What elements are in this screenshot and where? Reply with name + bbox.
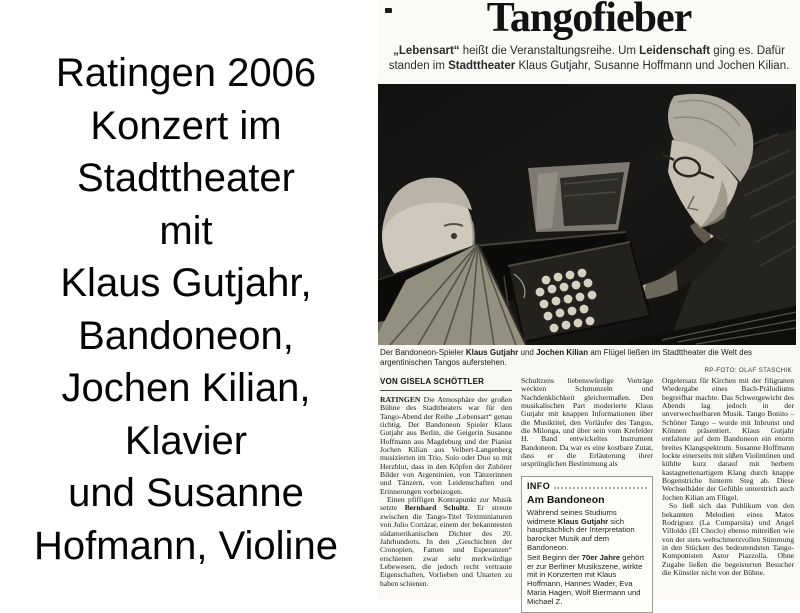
info-box-header xyxy=(527,481,647,491)
paragraph: So ließ sich das Publikum von den bekannten Melodien eines Matos Rodriguez (La Cumparsita) und Angel Villoldo (El Choclo) ebenso mitreißen wie von der stets weltschmerzvollen Stimmung in den Stücken des bedeutendsten Tango-Komponisten Astor Piazzolla. Ohne Zugabe ließen die begeisterten Besucher die Künstler nicht von der Bühne. xyxy=(662,501,794,577)
article-subhead xyxy=(378,44,800,73)
photo-credit: RP-FOTO: OLAF STASCHIK xyxy=(704,367,792,374)
paragraph: Orgelersatz für Kirchen mit der filigranen Wiedergabe eines Bach-Präludiums begreifbar machte. Das Schwergewicht des Abends lag jedoch in der unverwechselbaren Musik. Tango Bonito – Schöner Tango – wurde mit Inbrunst und Können präsentiert. Klaus Gutjahr entfaltete auf dem Bandoneon ein enorm breites Klangspektrum. Susanne Hoffmann lockte einerseits mit süßen Violintönen und kühlte kurz darauf mit herbem kastagnettenartigem Klang durch knappe Bogenstriche hinterm Steg ab. Diese Wechselbäder der Gefühle unterstrich auch Jochen Kilian am Flügel. xyxy=(662,376,794,502)
article-photo xyxy=(378,84,796,345)
caption-line: Jochen Kilian, xyxy=(61,366,311,410)
info-box-title: Am Bandoneon xyxy=(527,493,605,506)
info-dotted-rule xyxy=(554,483,647,489)
paragraph: Schultzens liebenswürdige Vorträge weckten Schmunzeln und Nachdenklichkeit gleichermaßen. Den musikalischen Part moderierte Klaus Gutjahr mit knappen Informationen über die Musiktitel, den Vorläufer des Tangos, die Milonga, und über sein vom Krefelder H. Band entwickeltes Instrument Bandoneon. Da war es eine kostbare Zutat, dass er die Erläuterung ihrer ursprünglichen Bestimmung als xyxy=(521,376,653,469)
paragraph: RATINGEN Die Atmosphäre der großen Bühne des Stadttheaters war für den Tango-Abend der Reihe „Lebensart“ genau richtig. Der Bandoneon Spieler Klaus Gutjahr aus Berlin, die Geigerin Susanne Hoffmann aus Magdeburg und der Pianist Jochen Kilian aus Velbert-Langenberg musizierten im Trio, Solo oder Duo so mit Herzblut, dass in den Köpfen der Zuhörer Bilder von Argentinien, von Tänzerinnen und Tänzern, von Leidenschaften und Erinnerungen vorbeizogen. xyxy=(380,395,512,496)
info-paragraph: Während seines Studiums widmete Klaus Gutjahr sich hauptsächlich der Interpretation barocker Musik auf dem Bandoneon. xyxy=(527,507,635,552)
caption-line: Klavier xyxy=(124,418,248,463)
photo-caption: Der Bandoneon-Spieler Klaus Gutjahr und Jochen Kilian am Flügel ließen im Stadttheater die Welt des argentinischen Tangos auferstehen. xyxy=(380,348,753,367)
stage-photo-illustration xyxy=(378,84,796,345)
byline: VON GISELA SCHÖTTLER xyxy=(380,377,512,391)
caption-line: Stadttheater xyxy=(77,156,295,200)
caption-line: und Susanne xyxy=(68,471,304,515)
caption-line: Bandoneon, xyxy=(78,313,294,358)
caption-line: Klaus Gutjahr, xyxy=(60,261,312,305)
article-column-2 xyxy=(521,377,653,613)
article-column-3 xyxy=(662,377,794,613)
caption-line: Hofmann, Violine xyxy=(34,523,338,568)
subhead-line: standen im Stadttheater Klaus Gutjahr, Susanne Hoffmann und Jochen Kilian. xyxy=(388,59,790,72)
piano-music-stand xyxy=(528,162,630,232)
article-headline: Tangofieber xyxy=(486,0,692,41)
photo-album-caption xyxy=(0,47,372,572)
caption-line: mit xyxy=(159,208,213,253)
newspaper-clipping xyxy=(378,0,800,606)
caption-line: Ratingen 2006 xyxy=(55,51,317,95)
caption-line: Konzert im xyxy=(90,103,282,148)
paragraph: Einen pfiffigen Kontrapunkt zur Musik setzte Bernhard Schultz. Er streute zwischen die Tango-Titel Textminiaturen von Julio Cortázar, einem der bekanntesten südamerikanischen Dichter des 20. Jahrhunderts. In den „Geschichten der Cronopien, Famen und Esperanzen“ erschienen zwar sehr merkwürdige Lebewesen, die jedoch recht vertraute Eigenschaften, Vorlieben und Unarten zu haben schienen. xyxy=(380,495,513,588)
article-body xyxy=(380,377,794,613)
article-column-1 xyxy=(380,377,512,613)
subhead-line: „Lebensart“ heißt die Veranstaltungsreihe. Um Leidenschaft ging es. Dafür xyxy=(393,45,785,57)
info-label: INFO xyxy=(527,480,551,491)
info-box xyxy=(521,476,653,613)
info-paragraph: Seit Beginn der 70er Jahre gehört er zur Berliner Musikszene, wirkte mit in Konzerten mit Klaus Hoffmann, Hannes Wader, Eva Maria Hagen, Wolf Biermann und Michael Z. xyxy=(527,552,645,606)
